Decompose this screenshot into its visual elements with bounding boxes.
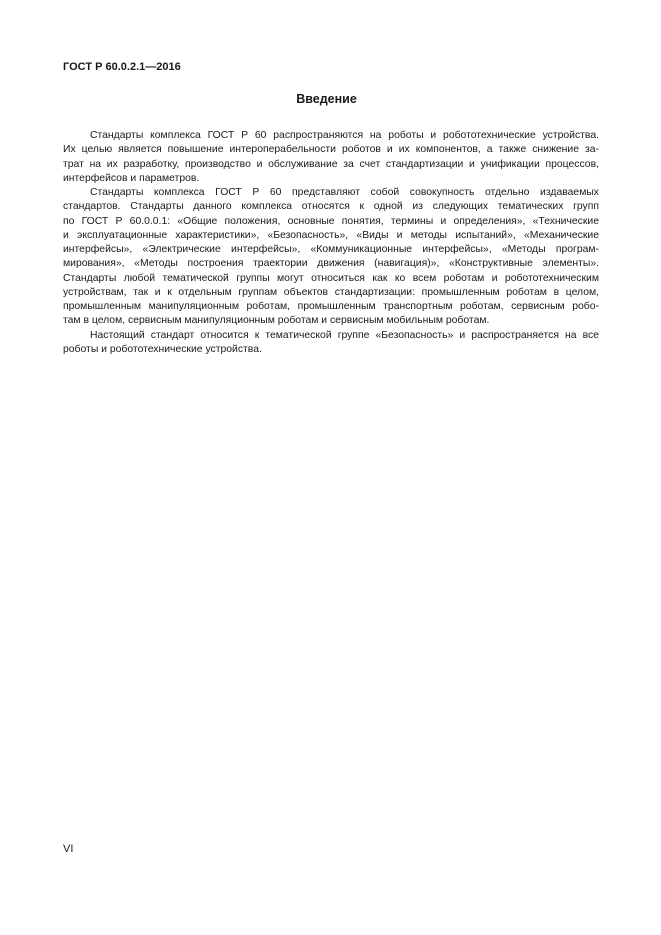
paragraph-2-line-2: стандартов. Стандарты данного комплекса относятся к одной из следующих тематических групп bbox=[63, 201, 599, 213]
paragraph-1-line-3: трат на их разработку, производство и обслуживание за счет стандартизации и унификации процессов, bbox=[63, 158, 599, 170]
paragraph-2-line-8: устройствам, так и к отдельным группам объектов стандартизации: промышленным роботам в целом, bbox=[63, 286, 599, 298]
paragraph-2-line-9: промышленным манипуляционным роботам, промышленным транспортным роботам, сервисным робо- bbox=[63, 301, 599, 312]
paragraph-2-line-7: Стандарты любой тематической группы могут относиться как ко всем роботам и робототехническим bbox=[63, 272, 599, 284]
paragraph-2-line-6: мирования», «Методы построения траектории движения (навигация)», «Конструктивные элементы». bbox=[63, 258, 599, 270]
section-title: Введение bbox=[296, 92, 357, 106]
paragraph-1-line-4: интерфейсов и параметров. bbox=[63, 172, 200, 184]
paragraph-1-line-2: Их целью является повышение интероперабельности роботов и их компонентов, а также снижение за- bbox=[63, 144, 599, 156]
paragraph-2-line-10: там в целом, сервисным манипуляционным роботам и сервисным мобильным роботам. bbox=[63, 315, 490, 327]
paragraph-2-line-3: по ГОСТ Р 60.0.0.1: «Общие положения, основные понятия, термины и определения», «Технические bbox=[63, 215, 599, 227]
page-number: VI bbox=[63, 843, 74, 855]
document-header: ГОСТ Р 60.0.2.1—2016 bbox=[63, 61, 181, 73]
body-text bbox=[63, 129, 599, 357]
paragraph-2-line-4: и эксплуатационные характеристики», «Безопасность», «Виды и методы испытаний», «Механические bbox=[63, 229, 599, 241]
paragraph-3-line-1: Настоящий стандарт относится к тематической группе «Безопасность» и распространяется на все bbox=[90, 329, 599, 341]
paragraph-1-line-1: Стандарты комплекса ГОСТ Р 60 распространяются на роботы и робототехнические устройства. bbox=[90, 130, 599, 141]
paragraph-2-line-5: интерфейсы», «Электрические интерфейсы», «Коммуникационные интерфейсы», «Методы програм- bbox=[63, 244, 599, 255]
paragraph-3-line-2: роботы и робототехнические устройства. bbox=[63, 343, 262, 355]
paragraph-2-line-1: Стандарты комплекса ГОСТ Р 60 представляют собой совокупность отдельно издаваемых bbox=[90, 187, 599, 198]
